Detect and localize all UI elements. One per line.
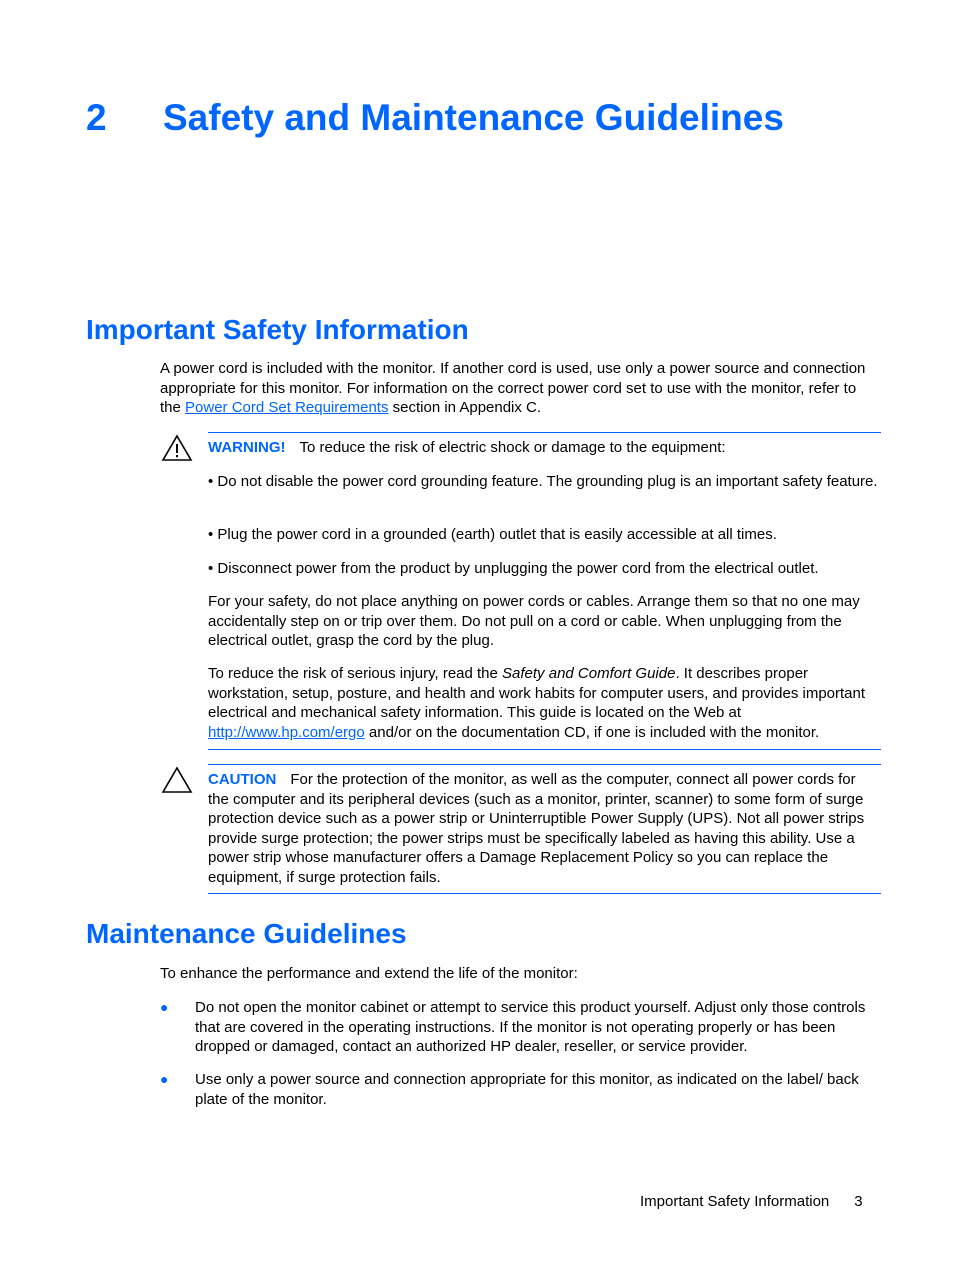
chapter-title-text: Safety and Maintenance Guidelines [163,97,784,138]
maintenance-intro: To enhance the performance and extend the life of the monitor: [160,965,578,982]
warning-bullet: • Do not disable the power cord grounding feature. The grounding plug is an important safety feature. [208,473,878,490]
caution-label: CAUTION [208,771,277,788]
bullet-icon: ● [160,1071,169,1087]
guide-title: Safety and Comfort Guide [502,665,676,682]
maintenance-heading: Maintenance Guidelines [86,918,407,949]
warning-triangle-icon [161,434,193,462]
warning-bottom-rule [208,749,881,750]
warning-text: WARNING! To reduce the risk of electric shock or damage to the equipment: [208,439,726,456]
power-cord-requirements-link[interactable]: Power Cord Set Requirements [185,399,389,416]
hp-ergo-link[interactable]: http://www.hp.com/ergo [208,723,365,741]
bullet-icon: ● [160,999,169,1015]
safety-intro: A power cord is included with the monitor. If another cord is used, use only a power source and connection appropriate for this monitor. For information on the correct power cord set to use with the monitor, refer to the Power Cord Set Requirements section in Appendix C. [160,360,866,416]
chapter-title [86,93,784,143]
caution-text: CAUTION For the protection of the monitor, as well as the computer, connect all power cords for the computer and its peripheral devices (such as a monitor, printer, scanner) to some form of surge protection device such as a power strip or Uninterruptible Power Supply (UPS). Not all power strips provide surge protection; the power strips must be specifically labeled as having this ability. Use a power strip whose manufacturer offers a Damage Replacement Policy so you can replace the equipment, if surge protection fails. [208,771,865,886]
caution-triangle-icon [161,766,193,794]
warning-bullet: • Disconnect power from the product by unplugging the power cord from the electrical outlet. [208,560,819,577]
caution-top-rule [208,764,881,765]
list-item: Use only a power source and connection appropriate for this monitor, as indicated on the label/ back plate of the monitor. [195,1071,859,1108]
warning-paragraph: For your safety, do not place anything on power cords or cables. Arrange them so that no one may accidentally step on or trip over them. Do not pull on a cord or cable. When unplugging from the electrical outlet, grasp the cord by the plug. [208,593,860,649]
list-item: Do not open the monitor cabinet or attempt to service this product yourself. Adjust only those controls that are covered in the operating instructions. If the monitor is not operating properly or has been dropped or damaged, contact an authorized HP dealer, reseller, or service provider. [195,999,866,1055]
page-footer [640,1192,863,1212]
warning-top-rule [208,432,881,433]
warning-label: WARNING! [208,439,286,456]
warning-paragraph: To reduce the risk of serious injury, read the Safety and Comfort Guide. It describes proper workstation, setup, posture, and health and work habits for computer users, and provides important electrical and mechanical safety information. This guide is located on the Web at http://www.hp.com/ergo and/or on the documentation CD, if one is included with the monitor. [208,665,866,741]
footer-section: Important Safety Information [640,1193,830,1210]
safety-heading: Important Safety Information [86,314,469,345]
warning-bullet: • Plug the power cord in a grounded (earth) outlet that is easily accessible at all times. [208,526,777,543]
caution-bottom-rule [208,893,881,894]
chapter-number: 2 [86,97,107,138]
page-number: 3 [854,1193,863,1210]
